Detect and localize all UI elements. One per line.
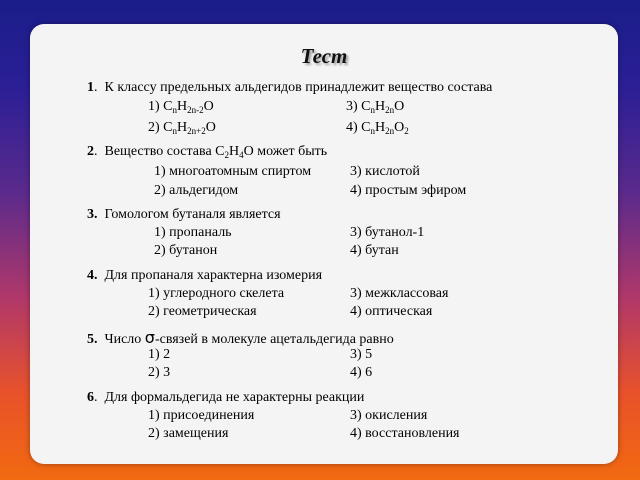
question-1: 1. К классу предельных альдегидов принадлежит вещество состава (87, 80, 493, 95)
question-5-option-2[interactable]: 2) 3 (148, 365, 171, 380)
question-4-option-4[interactable]: 4) оптическая (350, 304, 433, 319)
question-6-option-3[interactable]: 3) окисления (350, 408, 428, 423)
question-3-text: Гомологом бутаналя является (104, 207, 281, 222)
question-2-option-4[interactable]: 4) простым эфиром (350, 183, 467, 198)
question-3-option-2[interactable]: 2) бутанон (154, 243, 218, 258)
question-2-option-2[interactable]: 2) альдегидом (154, 183, 239, 198)
question-1-option-1[interactable]: 1) $C_nH_{2n-2}O$ (148, 99, 214, 115)
question-1-text: К классу предельных альдегидов принадлежит вещество состава (104, 80, 493, 95)
question-4-option-1[interactable]: 1) углеродного скелета (148, 286, 285, 301)
question-4 (87, 268, 322, 284)
question-6-text: Для формальдегида не характерны реакции (104, 390, 365, 405)
question-5-option-3[interactable]: 3) 5 (350, 347, 373, 362)
question-4-text: Для пропаналя характерна изомерия (104, 268, 323, 283)
question-6-option-2[interactable]: 2) замещения (148, 426, 229, 441)
question-3-option-4[interactable]: 4) бутан (350, 243, 399, 258)
test-card (30, 24, 618, 464)
question-2: 2. Вещество состава $C_2H_4O$ может быть (87, 144, 328, 160)
question-6: 6. Для формальдегида не характерны реакции (87, 390, 365, 405)
question-3 (87, 207, 281, 223)
question-1-option-4[interactable]: 4) $C_nH_{2n}O_2$ (346, 120, 409, 136)
question-5-option-4[interactable]: 4) 6 (350, 365, 373, 380)
question-6-option-4[interactable]: 4) восстановления (350, 426, 460, 441)
question-6-option-1[interactable]: 1) присоединения (148, 408, 255, 423)
question-3-option-1[interactable]: 1) пропаналь (154, 225, 232, 240)
question-2-option-3[interactable]: 3) кислотой (350, 164, 420, 179)
sigma-symbol: σ (144, 328, 155, 347)
question-1-option-2[interactable]: 2) $C_nH_{2n+2}O$ (148, 120, 216, 136)
question-2-number: 2 (87, 144, 94, 159)
question-5-option-1[interactable]: 1) 2 (148, 347, 171, 362)
question-4-option-2[interactable]: 2) геометрическая (148, 304, 257, 319)
question-5-number: 5. (87, 332, 98, 347)
question-2-option-1[interactable]: 1) многоатомным спиртом (154, 164, 312, 179)
question-6-number: 6 (87, 390, 94, 405)
question-4-number: 4. (87, 268, 98, 283)
question-4-option-3[interactable]: 3) межклассовая (350, 286, 449, 301)
question-1-number: 1 (87, 80, 94, 95)
page-title: Тест (300, 44, 348, 68)
question-1-option-3[interactable]: 3) $C_nH_{2n}O$ (346, 99, 405, 115)
question-5: 5. Число σ-связей в молекуле ацетальдегида равно (87, 328, 394, 347)
question-3-option-3[interactable]: 3) бутанол-1 (350, 225, 425, 240)
question-3-number: 3. (87, 207, 98, 222)
